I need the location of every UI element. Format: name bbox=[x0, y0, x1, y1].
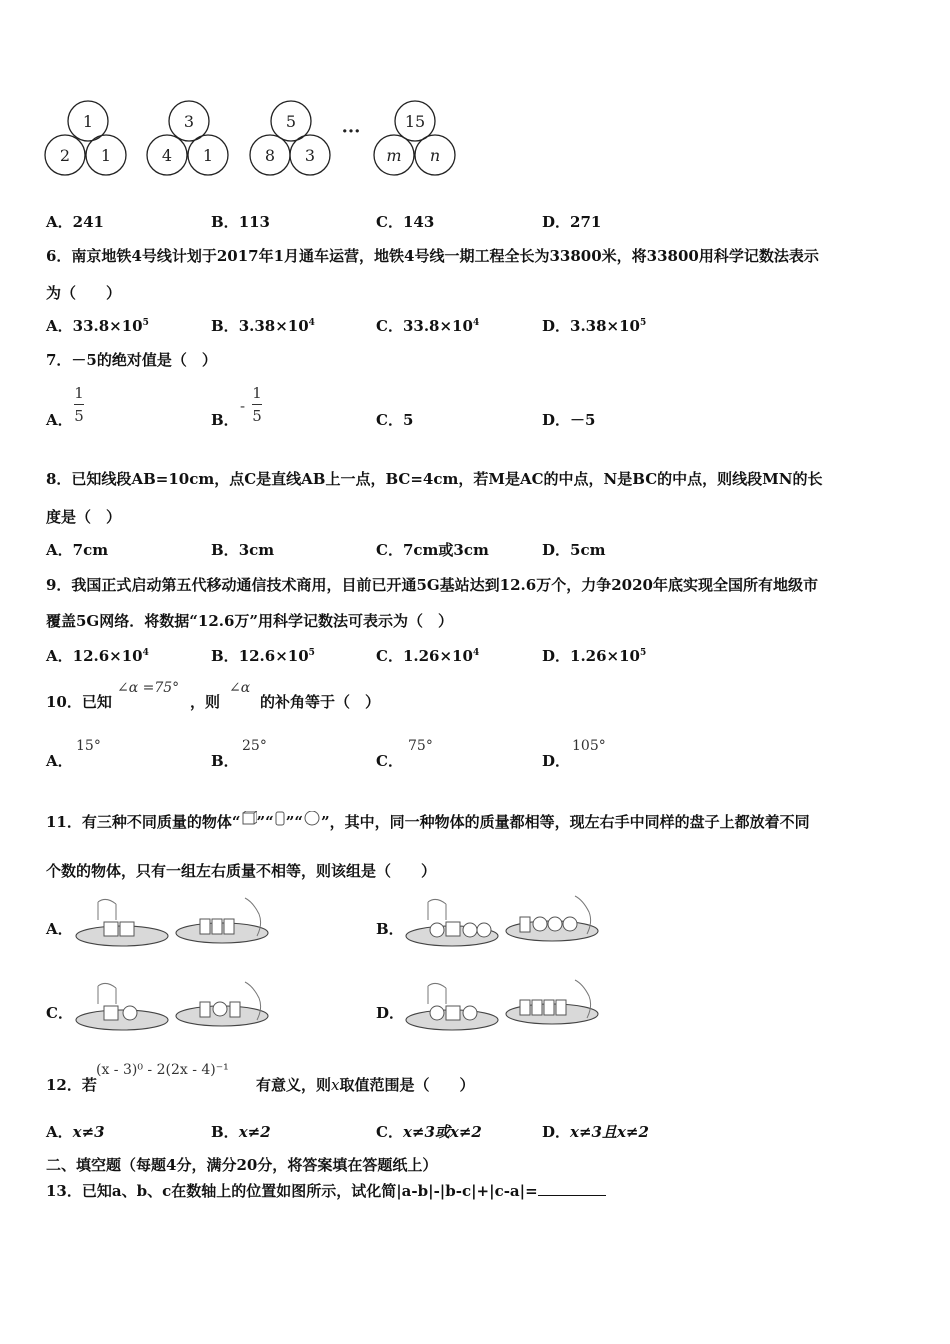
q5-option-a[interactable] bbox=[46, 211, 104, 232]
q10-option-c[interactable]: C． bbox=[376, 752, 403, 770]
q8-option-b[interactable]: B．3cm bbox=[211, 541, 275, 559]
q10-option-c-value: 75° bbox=[408, 738, 433, 754]
q5-ellipsis: ··· bbox=[341, 121, 361, 142]
q5-g1-left: 2 bbox=[59, 146, 71, 165]
q13-stem: 13．已知a、b、c在数轴上的位置如图所示，试化简|a-b|-|b-c|+|c-a|= bbox=[46, 1180, 606, 1201]
option-label: A． bbox=[46, 213, 73, 231]
q7-option-d[interactable]: D．－5 bbox=[542, 411, 596, 429]
q6-option-b[interactable]: B．$3.38\times 10^4$ bbox=[211, 317, 315, 335]
q5-g2-top: 3 bbox=[183, 112, 195, 131]
q5-g3-left: 8 bbox=[264, 146, 276, 165]
answer-blank[interactable] bbox=[538, 1183, 606, 1196]
q10-option-b[interactable]: B． bbox=[211, 752, 239, 770]
sphere-icon bbox=[303, 811, 321, 833]
q12-prefix: 12．若 bbox=[46, 1076, 97, 1094]
q8-option-a[interactable]: A．7cm bbox=[46, 541, 109, 559]
q5-g2-left: 4 bbox=[161, 146, 173, 165]
q8-option-d[interactable]: D．5cm bbox=[542, 541, 606, 559]
q7-option-b-sign: - bbox=[240, 397, 246, 415]
q10-formula: ∠α =75° bbox=[117, 680, 180, 696]
q10-option-b-value: 25° bbox=[242, 738, 267, 754]
q10-suffix: 的补角等于（ ） bbox=[260, 693, 381, 711]
q5-g1-right: 1 bbox=[100, 146, 112, 165]
q5-option-c[interactable] bbox=[376, 211, 434, 232]
q9-option-a[interactable]: A．$12.6\times 10^4$ bbox=[46, 647, 149, 665]
q7-option-a[interactable]: A． bbox=[46, 411, 73, 429]
q8-stem-line2: 度是（ ） bbox=[46, 508, 122, 526]
q5-g2-right: 1 bbox=[202, 146, 214, 165]
q5-g4-left: m bbox=[386, 146, 402, 165]
option-label: C． bbox=[376, 213, 403, 231]
cube-icon bbox=[241, 811, 257, 833]
q10-angle: ∠α bbox=[229, 680, 251, 696]
q10-prefix: 10．已知 bbox=[46, 693, 112, 711]
q11-option-d[interactable]: D． bbox=[376, 1004, 405, 1022]
q12-stem: 有意义，则x取值范围是（ ） bbox=[256, 1076, 475, 1094]
q10-middle: ，则 bbox=[190, 693, 221, 711]
q9-option-b[interactable]: B．$12.6\times 10^5$ bbox=[211, 647, 315, 665]
q10-option-d-value: 105° bbox=[572, 738, 606, 754]
q7-option-b[interactable]: B． bbox=[211, 411, 239, 429]
q11-option-c[interactable]: C． bbox=[46, 1004, 73, 1022]
q5-g3-right: 3 bbox=[304, 146, 316, 165]
q11-option-b[interactable]: B． bbox=[376, 920, 404, 938]
q9-stem-line1: 9．我国正式启动第五代移动通信技术商用，目前已开通5G基站达到12.6万个，力争2020年底实现全国所有地级市 bbox=[46, 576, 818, 594]
q8-stem-line1: 8．已知线段AB=10cm，点C是直线AB上一点，BC=4cm，若M是AC的中点，N是BC的中点，则线段MN的长 bbox=[46, 470, 823, 488]
section-heading: 二、填空题（每题4分，满分20分，将答案填在答题纸上） bbox=[46, 1156, 438, 1174]
q11-option-a[interactable]: A． bbox=[46, 920, 73, 938]
option-label: D． bbox=[542, 213, 571, 231]
q5-g3-top: 5 bbox=[285, 112, 297, 131]
q6-option-a[interactable]: A．$33.8\times 10^5$ bbox=[46, 317, 149, 335]
q5-g4-right: n bbox=[429, 146, 441, 165]
q6-option-c[interactable]: C．$33.8\times 10^4$ bbox=[376, 317, 480, 335]
option-label: B． bbox=[211, 213, 239, 231]
cylinder-icon bbox=[274, 811, 286, 833]
q10-option-a[interactable]: A． bbox=[46, 752, 73, 770]
option-text: 271 bbox=[570, 213, 602, 231]
q9-option-d[interactable]: D．$1.26\times 10^5$ bbox=[542, 647, 647, 665]
q12-option-a[interactable]: A．x≠3 bbox=[46, 1123, 105, 1141]
q6-stem-line1: 6．南京地铁4号线计划于2017年1月通车运营，地铁4号线一期工程全长为33800米，将33800用科学记数法表示 bbox=[46, 247, 819, 265]
q9-stem-line2: 覆盖5G网络．将数据“12.6万”用科学记数法可表示为（ ） bbox=[46, 612, 454, 630]
q5-g4-top: 15 bbox=[404, 112, 426, 131]
q12-option-c[interactable]: C．x≠3或x≠2 bbox=[376, 1123, 482, 1141]
q7-option-c[interactable]: C．5 bbox=[376, 411, 414, 429]
q5-option-d[interactable] bbox=[542, 211, 601, 232]
q12-formula: (x - 3)⁰ - 2(2x - 4)⁻¹ bbox=[96, 1062, 229, 1078]
q7-option-a-fraction: 1 5 bbox=[74, 384, 84, 425]
q5-option-b[interactable] bbox=[211, 211, 270, 232]
q10-option-d[interactable]: D． bbox=[542, 752, 571, 770]
q8-option-c[interactable]: C．7cm或3cm bbox=[376, 541, 489, 559]
q5-g1-top: 1 bbox=[82, 112, 94, 131]
option-text: 241 bbox=[72, 213, 104, 231]
q12-option-b[interactable]: B．x≠2 bbox=[211, 1123, 271, 1141]
q6-stem-line2: 为（ ） bbox=[46, 284, 122, 302]
q9-option-c[interactable]: C．$1.26\times 10^4$ bbox=[376, 647, 480, 665]
option-text: 113 bbox=[238, 213, 270, 231]
q7-stem: 7．－5的绝对值是（ ） bbox=[46, 351, 217, 369]
option-text: 143 bbox=[402, 213, 435, 231]
q11-stem-line2: 个数的物体，只有一组左右质量不相等，则该组是（ ） bbox=[46, 862, 437, 880]
q12-option-d[interactable]: D．x≠3且x≠2 bbox=[542, 1123, 649, 1141]
q6-option-d[interactable]: D．$3.38\times 10^5$ bbox=[542, 317, 647, 335]
q11-stem-line1: 11．有三种不同质量的物体“ ”“ ”“ ”，其中，同一种物体的质量都相等，现左右手中同样的盘子上都放着不同 bbox=[46, 813, 810, 831]
q7-option-b-fraction: 1 5 bbox=[252, 384, 262, 425]
q10-option-a-value: 15° bbox=[76, 738, 101, 754]
